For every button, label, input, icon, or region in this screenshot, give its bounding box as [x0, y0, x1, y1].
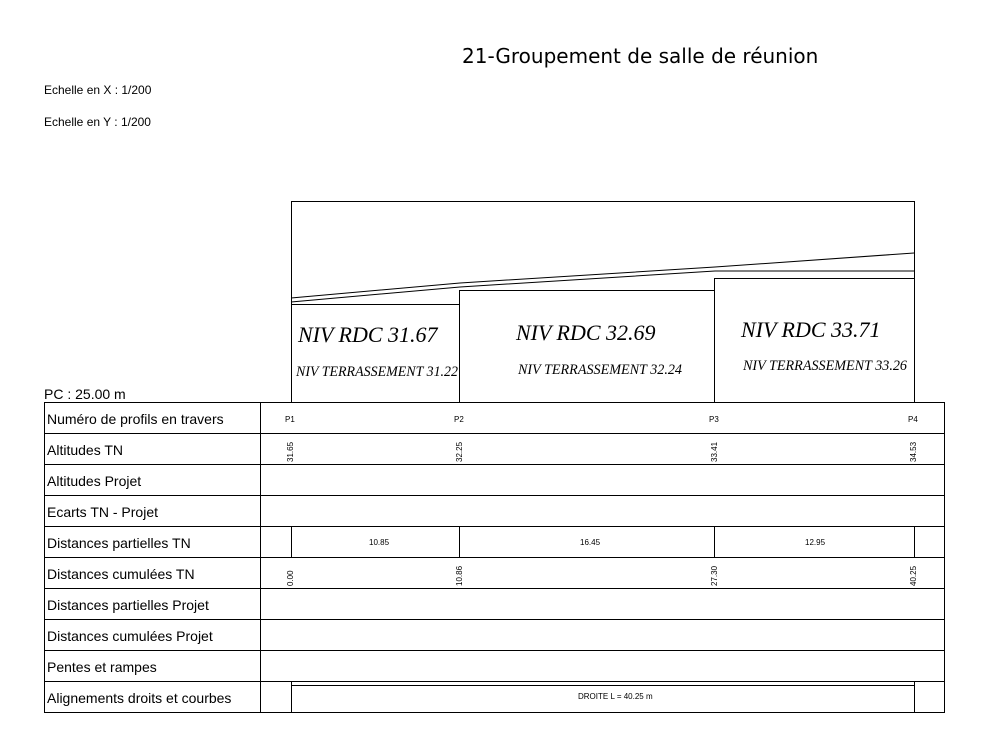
building-1-niv-rdc: NIV RDC 31.67	[298, 322, 438, 347]
distance-cumulee-tn-value: 10.86	[455, 565, 464, 586]
row-label-ecarts-tn-projet: Ecarts TN - Projet	[47, 504, 158, 520]
profile-number: P3	[709, 415, 719, 424]
distance-partielle-tn-value: 16.45	[580, 538, 601, 547]
building-2-niv-terrassement: NIV TERRASSEMENT 32.24	[517, 362, 683, 378]
drawing-title: 21-Groupement de salle de réunion	[462, 44, 819, 68]
distance-cumulee-tn-value: 40.25	[909, 565, 918, 586]
building-1-outline	[292, 305, 460, 403]
row-label-numero-profils: Numéro de profils en travers	[47, 411, 224, 427]
building-3-niv-terrassement: NIV TERRASSEMENT 33.26	[742, 358, 908, 374]
terrain-line-lower	[291, 271, 914, 302]
distance-partielle-tn-value: 10.85	[369, 538, 390, 547]
altitude-tn-value: 33.41	[710, 441, 719, 462]
distance-partielle-tn-value: 12.95	[805, 538, 826, 547]
row-label-distances-partielles-projet: Distances partielles Projet	[47, 597, 209, 613]
row-label-altitudes-tn: Altitudes TN	[47, 442, 123, 458]
profile-number: P4	[908, 415, 918, 424]
reference-plane-label: PC : 25.00 m	[44, 386, 126, 402]
altitude-tn-value: 34.53	[909, 441, 918, 462]
profile-number: P1	[285, 415, 295, 424]
distance-cumulee-tn-value: 0.00	[286, 570, 295, 586]
alignement-droite-label: DROITE L = 40.25 m	[578, 692, 653, 701]
row-label-alignements: Alignements droits et courbes	[47, 690, 232, 706]
row-label-altitudes-projet: Altitudes Projet	[47, 473, 142, 489]
row-label-distances-cumulees-tn: Distances cumulées TN	[47, 566, 195, 582]
building-3-niv-rdc: NIV RDC 33.71	[741, 317, 881, 342]
scale-x-label: Echelle en X : 1/200	[44, 83, 152, 97]
scale-y-label: Echelle en Y : 1/200	[44, 115, 151, 129]
row-label-distances-partielles-tn: Distances partielles TN	[47, 535, 191, 551]
building-2-outline	[460, 291, 715, 403]
building-1-niv-terrassement: NIV TERRASSEMENT 31.22	[295, 364, 459, 380]
terrain-line-upper	[291, 253, 914, 298]
row-label-pentes-rampes: Pentes et rampes	[47, 659, 157, 675]
profile-number: P2	[454, 415, 464, 424]
building-2-niv-rdc: NIV RDC 32.69	[516, 320, 656, 345]
altitude-tn-value: 31.65	[286, 441, 295, 462]
altitude-tn-value: 32.25	[455, 441, 464, 462]
distance-cumulee-tn-value: 27.30	[710, 565, 719, 586]
row-label-distances-cumulees-projet: Distances cumulées Projet	[47, 628, 213, 644]
